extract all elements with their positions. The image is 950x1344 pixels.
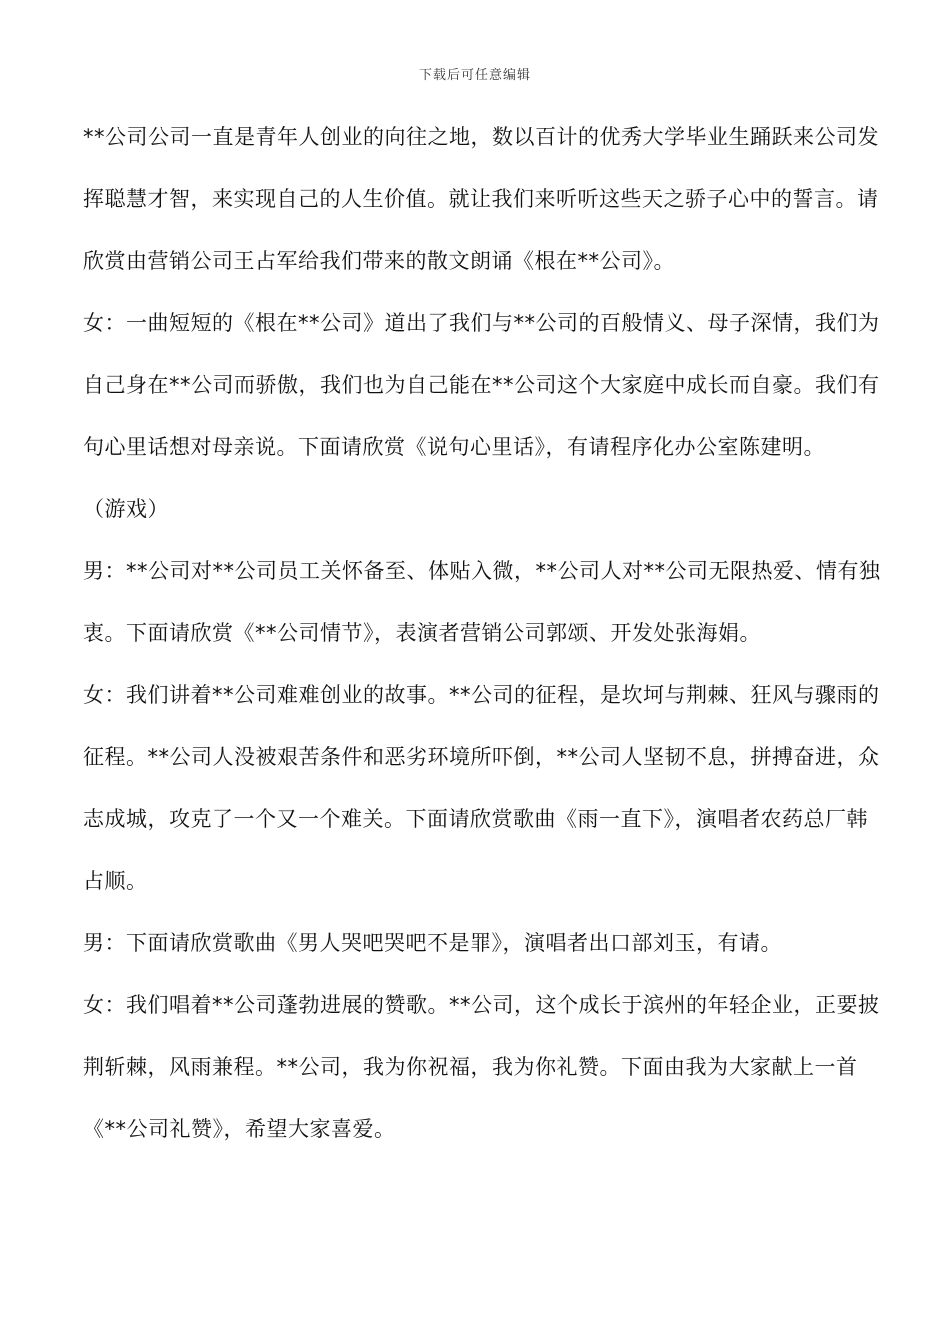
paragraph-female-3: 女：我们唱着**公司蓬勃进展的赞歌。**公司，这个成长于滨州的年轻企业，正要披荆斩棘，风雨兼程。**公司，我为你祝福，我为你礼赞。下面由我为大家献上一首《**公司礼赞》，希望大家喜爱。 bbox=[83, 993, 880, 1141]
header-note: 下载后可任意编辑 bbox=[418, 68, 531, 83]
paragraph-game: （游戏） bbox=[83, 497, 169, 521]
paragraph-male-1: 男：**公司对**公司员工关怀备至、体贴入微，**公司人对**公司无限热爱、情有独衷。下面请欣赏《**公司情节》，表演者营销公司郭颂、开发处张海娟。 bbox=[83, 559, 881, 645]
paragraph-female-1: 女：一曲短短的《根在**公司》道出了我们与**公司的百般情义、母子深情，我们为自己身在**公司而骄傲，我们也为自己能在**公司这个大家庭中成长而自豪。我们有句心里话想对母亲说。下面请欣赏《说句心里话》，有请程序化办公室陈建明。 bbox=[83, 311, 880, 459]
paragraph-female-2: 女：我们讲着**公司难难创业的故事。**公司的征程，是坎坷与荆棘、狂风与骤雨的征程。**公司人没被艰苦条件和恶劣环境所吓倒，**公司人坚韧不息，拼搏奋进，众志成城，攻克了一个又一个难关。下面请欣赏歌曲《雨一直下》，演唱者农药总厂韩占顺。 bbox=[83, 683, 880, 893]
document-body bbox=[83, 106, 883, 1160]
paragraph-male-2: 男：下面请欣赏歌曲《男人哭吧哭吧不是罪》，演唱者出口部刘玉，有请。 bbox=[83, 931, 782, 955]
paragraph-intro: **公司公司一直是青年人创业的向往之地，数以百计的优秀大学毕业生踊跃来公司发挥聪慧才智，来实现自己的人生价值。就让我们来听听这些天之骄子心中的誓言。请欣赏由营销公司王占军给我们带来的散文朗诵《根在**公司》。 bbox=[83, 125, 879, 273]
